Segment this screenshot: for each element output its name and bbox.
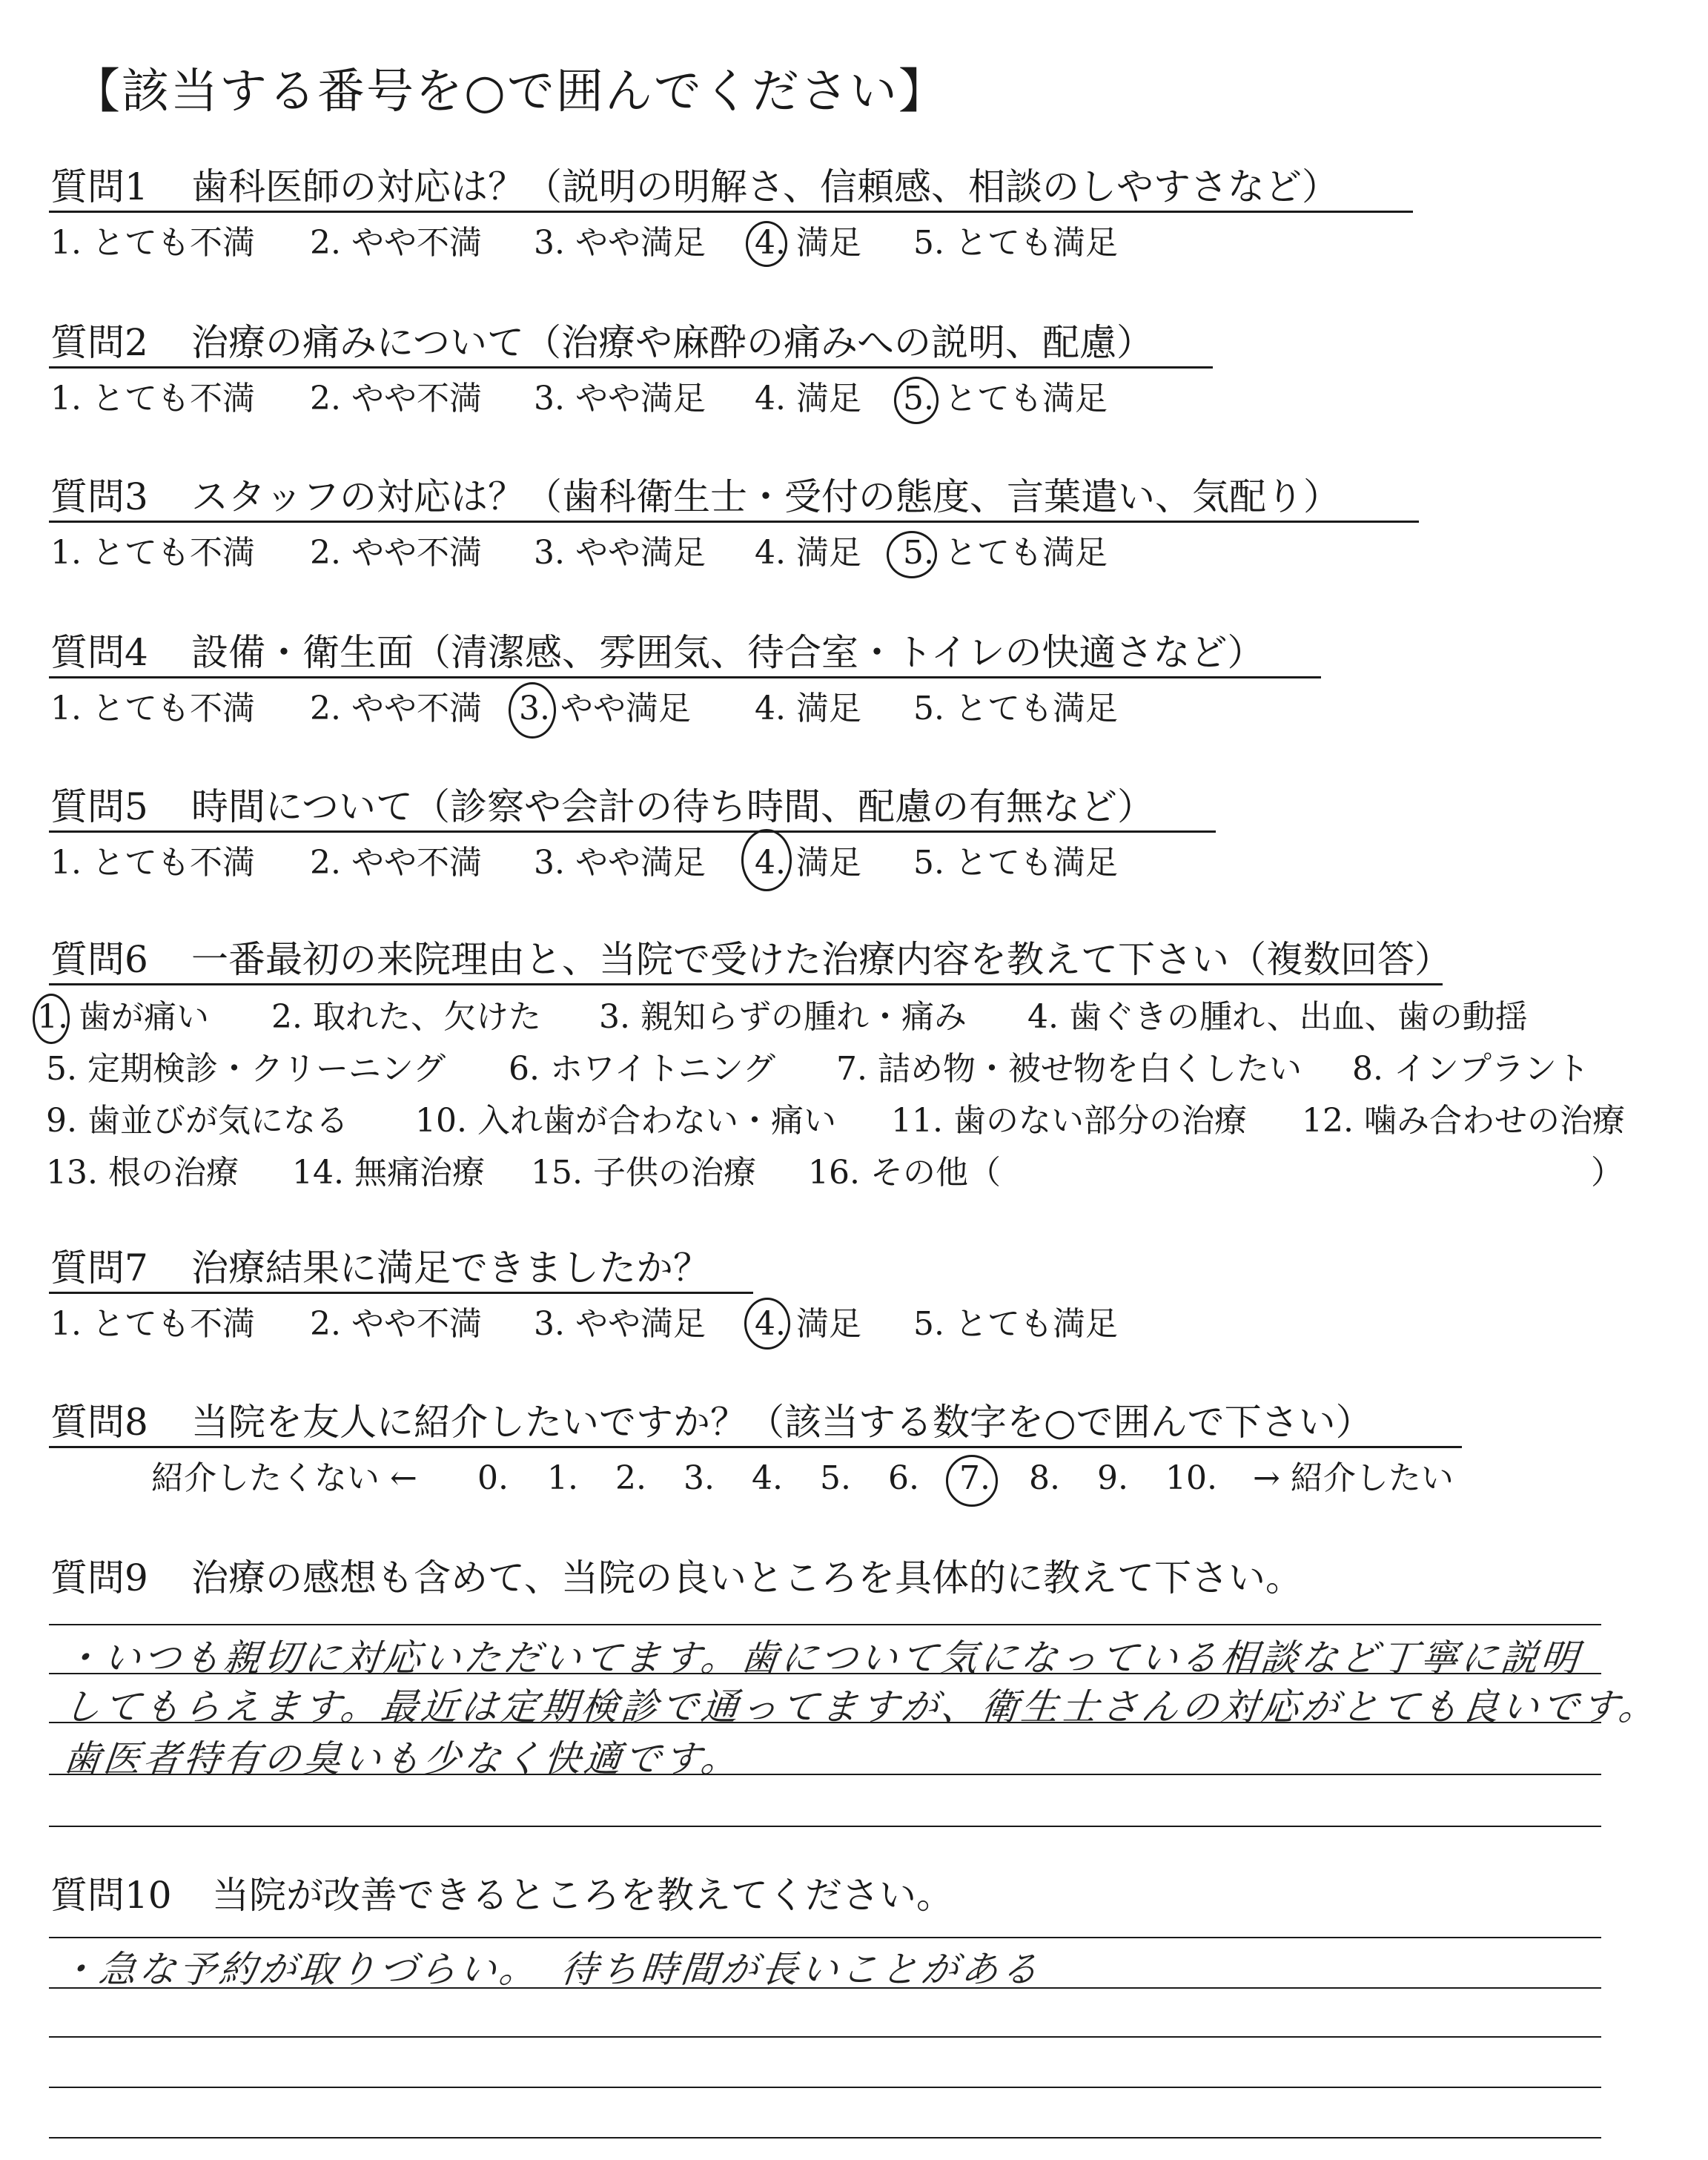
q8-number-10[interactable]: 10. <box>1165 1459 1217 1497</box>
question-9-text: 治療の感想も含めて、当院の良いところを具体的に教えて下さい。 <box>191 1556 1302 1599</box>
q2-option-2[interactable]: 2. やや不満 <box>310 380 482 417</box>
question-9-label: 質問9 <box>50 1556 148 1599</box>
q7-option-3[interactable]: 3. やや満足 <box>534 1305 706 1343</box>
q4-option-3[interactable]: 3. やや満足 <box>519 690 691 727</box>
page-title: 【該当する番号を○で囲んでください】 <box>73 65 947 119</box>
q6-option-1[interactable]: 1. 歯が痛い <box>37 998 209 1036</box>
q6-option-2[interactable]: 2. 取れた、欠けた <box>271 998 541 1036</box>
question-4-underline <box>49 676 1321 678</box>
q9-answer-rule-5 <box>49 1826 1601 1827</box>
question-3-text: スタッフの対応は？（歯科衛生士・受付の態度、言葉遣い、気配り） <box>191 475 1340 518</box>
q9-answer-rule-1 <box>49 1624 1601 1625</box>
q4-option-1[interactable]: 1. とても不満 <box>50 690 255 727</box>
q6-option-16[interactable]: 16. その他（ <box>808 1154 1001 1192</box>
q6-option-13[interactable]: 13. 根の治療 <box>46 1154 239 1192</box>
q2-selection-circle <box>894 377 939 424</box>
q1-option-5[interactable]: 5. とても満足 <box>913 224 1118 262</box>
q6-option-14[interactable]: 14. 無痛治療 <box>292 1154 485 1192</box>
question-1-label: 質問1 <box>50 165 148 208</box>
question-6-text: 一番最初の来院理由と、当院で受けた治療内容を教えて下さい（複数回答） <box>191 938 1452 981</box>
question-1-text: 歯科医師の対応は？（説明の明解さ、信頼感、相談のしやすさなど） <box>191 165 1339 208</box>
q3-option-3[interactable]: 3. やや満足 <box>534 534 706 572</box>
q8-right-label: → 紹介したい <box>1253 1459 1454 1497</box>
q2-option-3[interactable]: 3. やや満足 <box>534 380 706 417</box>
q2-option-5[interactable]: 5. とても満足 <box>903 380 1108 417</box>
question-4-label: 質問4 <box>50 631 148 674</box>
q1-selection-circle <box>746 221 787 267</box>
question-4-text: 設備・衛生面（清潔感、雰囲気、待合室・トイレの快適さなど） <box>191 631 1265 674</box>
q7-option-5[interactable]: 5. とても満足 <box>913 1305 1118 1343</box>
q2-option-4[interactable]: 4. 満足 <box>755 380 861 417</box>
q7-selection-circle <box>744 1298 790 1350</box>
q4-option-5[interactable]: 5. とても満足 <box>913 690 1118 727</box>
q10-answer-rule-4 <box>49 2087 1601 2088</box>
q7-option-1[interactable]: 1. とても不満 <box>50 1305 255 1343</box>
q8-number-1[interactable]: 1. <box>547 1459 578 1497</box>
question-10-label: 質問10 <box>50 1874 172 1917</box>
question-5-text: 時間について（診察や会計の待ち時間、配慮の有無など） <box>191 785 1154 828</box>
q8-number-5[interactable]: 5. <box>820 1459 851 1497</box>
q8-number-0[interactable]: 0. <box>477 1459 509 1497</box>
q4-option-2[interactable]: 2. やや不満 <box>310 690 482 727</box>
q6-option-4[interactable]: 4. 歯ぐきの腫れ、出血、歯の動揺 <box>1027 998 1528 1036</box>
q10-answer-rule-1 <box>49 1937 1601 1938</box>
q6-option-15[interactable]: 15. 子供の治療 <box>531 1154 756 1192</box>
q1-option-2[interactable]: 2. やや不満 <box>310 224 482 262</box>
question-6-underline <box>49 983 1443 985</box>
q9-answer-line-2: してもらえます。最近は定期検診で通ってますが、衛生士さんの対応がとても良いです。 <box>61 1685 1661 1728</box>
q6-option-9[interactable]: 9. 歯並びが気になる <box>46 1102 348 1140</box>
question-5-underline <box>49 830 1216 833</box>
q2-option-1[interactable]: 1. とても不満 <box>50 380 255 417</box>
q8-selection-circle <box>946 1455 998 1507</box>
q6-option-5[interactable]: 5. 定期検診・クリーニング <box>46 1050 446 1088</box>
question-7-label: 質問7 <box>50 1246 148 1289</box>
q10-answer-rule-3 <box>49 2036 1601 2038</box>
q6-option-11[interactable]: 11. 歯のない部分の治療 <box>891 1102 1247 1140</box>
q3-selection-circle <box>887 531 937 578</box>
q4-option-4[interactable]: 4. 満足 <box>755 690 861 727</box>
question-7-text: 治療結果に満足できましたか？ <box>191 1246 710 1289</box>
q8-number-2[interactable]: 2. <box>615 1459 646 1497</box>
q8-number-4[interactable]: 4. <box>752 1459 783 1497</box>
q1-option-1[interactable]: 1. とても不満 <box>50 224 255 262</box>
question-2-text: 治療の痛みについて（治療や麻酔の痛みへの説明、配慮） <box>191 321 1153 364</box>
q5-option-4[interactable]: 4. 満足 <box>755 844 861 882</box>
q6-other-close-paren: ） <box>1591 1154 1623 1192</box>
q6-selection-circle <box>33 994 70 1044</box>
q5-option-3[interactable]: 3. やや満足 <box>534 844 706 882</box>
q6-option-3[interactable]: 3. 親知らずの腫れ・痛み <box>599 998 967 1036</box>
question-1-underline <box>49 211 1413 213</box>
q6-option-12[interactable]: 12. 噛み合わせの治療 <box>1302 1102 1625 1140</box>
question-6-label: 質問6 <box>50 938 148 981</box>
q8-number-3[interactable]: 3. <box>683 1459 715 1497</box>
q9-answer-line-1: ・いつも親切に対応いただいてます。歯について気になっている相談など丁寧に説明 <box>61 1636 1583 1680</box>
q8-number-6[interactable]: 6. <box>888 1459 919 1497</box>
question-3-underline <box>49 521 1419 523</box>
q5-option-5[interactable]: 5. とても満足 <box>913 844 1118 882</box>
q8-number-7[interactable]: 7. <box>959 1459 990 1497</box>
q1-option-4[interactable]: 4. 満足 <box>755 224 861 262</box>
question-3-label: 質問3 <box>50 475 148 518</box>
question-2-underline <box>49 366 1213 369</box>
q10-answer-rule-5 <box>49 2137 1601 2138</box>
q4-selection-circle <box>509 682 556 739</box>
q5-selection-circle <box>741 829 792 891</box>
q10-answer-line-1: ・急な予約が取りづらい。 待ち時間が長いことがある <box>56 1948 1044 1991</box>
question-10-text: 当院が改善できるところを教えてください。 <box>212 1874 953 1917</box>
q3-option-1[interactable]: 1. とても不満 <box>50 534 255 572</box>
q5-option-2[interactable]: 2. やや不満 <box>310 844 482 882</box>
q6-option-8[interactable]: 8. インプラント <box>1352 1050 1589 1088</box>
q6-option-7[interactable]: 7. 詰め物・被せ物を白くしたい <box>836 1050 1302 1088</box>
question-8-underline <box>49 1446 1462 1448</box>
q7-option-2[interactable]: 2. やや不満 <box>310 1305 482 1343</box>
question-8-label: 質問8 <box>50 1401 148 1444</box>
q8-number-9[interactable]: 9. <box>1097 1459 1128 1497</box>
question-5-label: 質問5 <box>50 785 148 828</box>
q3-option-2[interactable]: 2. やや不満 <box>310 534 482 572</box>
question-8-text: 当院を友人に紹介したいですか？（該当する数字を○で囲んで下さい） <box>191 1401 1373 1444</box>
q9-answer-line-3: 歯医者特有の臭いも少なく快適です。 <box>61 1737 744 1780</box>
q8-number-8[interactable]: 8. <box>1029 1459 1060 1497</box>
q3-option-5[interactable]: 5. とても満足 <box>903 534 1108 572</box>
q8-left-label: 紹介したくない ← <box>151 1459 417 1497</box>
q3-option-4[interactable]: 4. 満足 <box>755 534 861 572</box>
q1-option-3[interactable]: 3. やや満足 <box>534 224 706 262</box>
question-2-label: 質問2 <box>50 321 148 364</box>
q6-option-10[interactable]: 10. 入れ歯が合わない・痛い <box>415 1102 836 1140</box>
q5-option-1[interactable]: 1. とても不満 <box>50 844 255 882</box>
question-7-underline <box>49 1292 753 1294</box>
q6-option-6[interactable]: 6. ホワイトニング <box>509 1050 776 1088</box>
q7-option-4[interactable]: 4. 満足 <box>755 1305 861 1343</box>
